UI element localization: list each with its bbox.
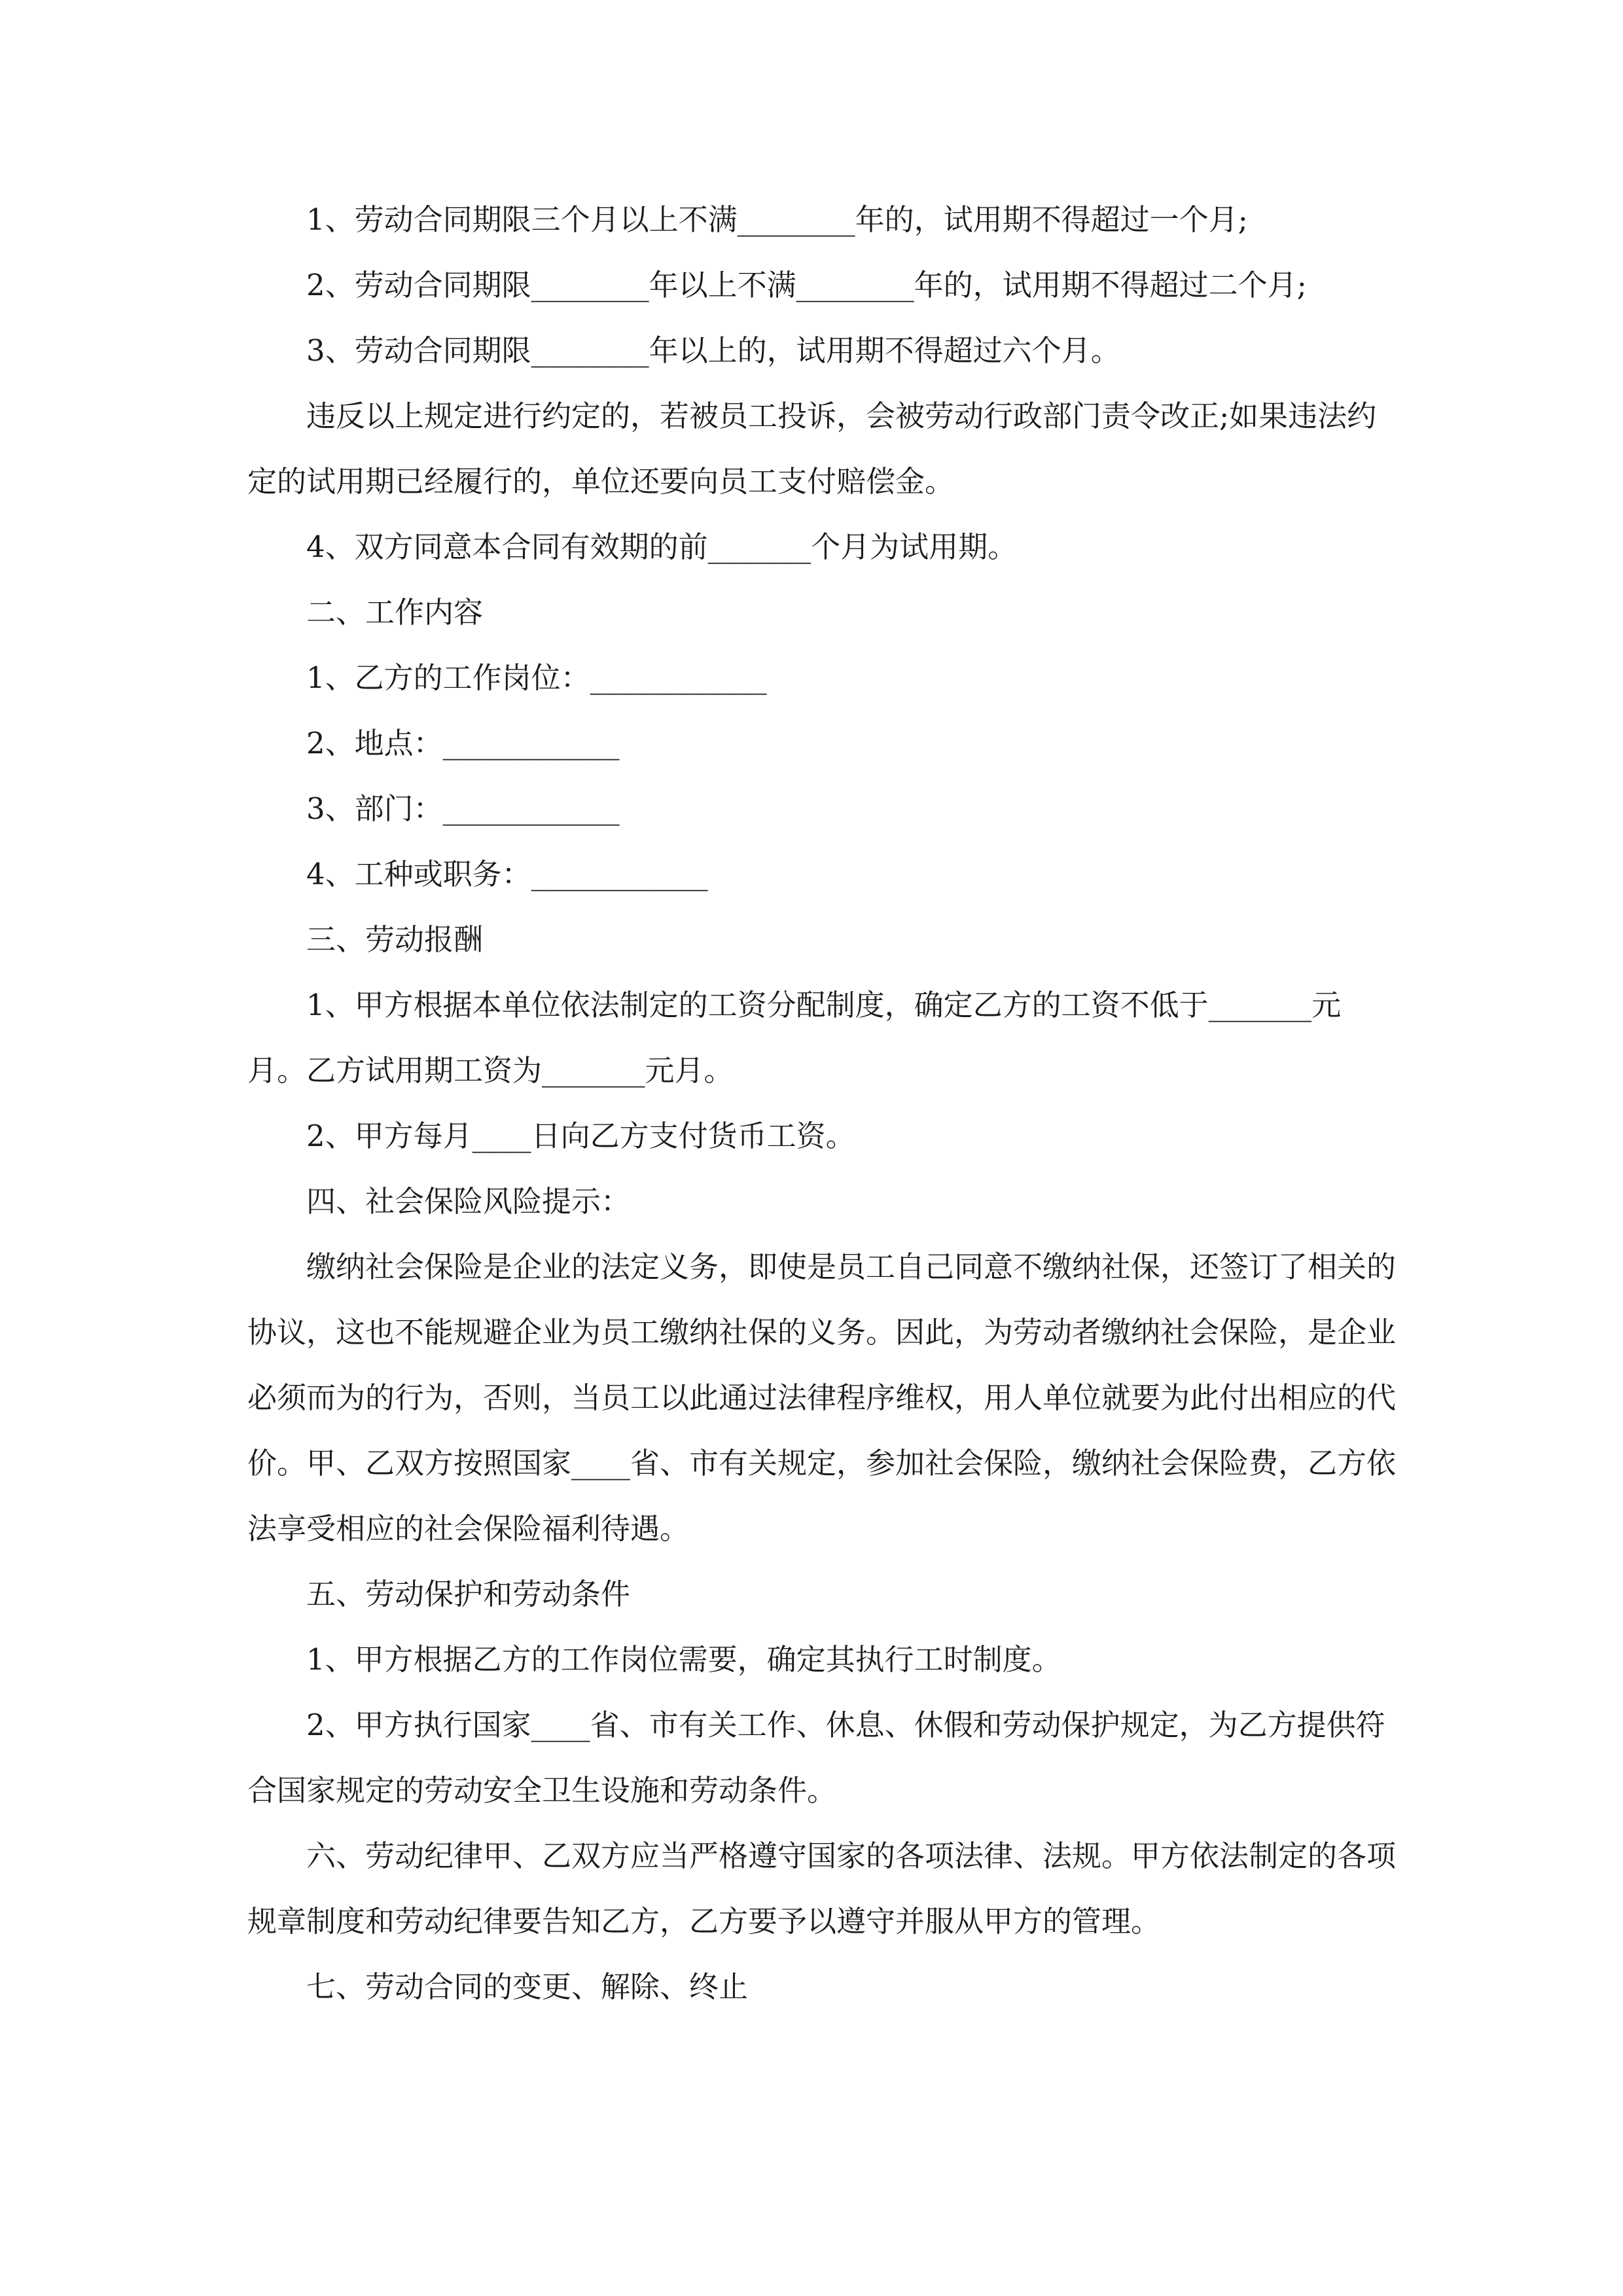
remuneration-clause-1: 1、甲方根据本单位依法制定的工资分配制度，确定乙方的工资不低于_______元月。乙方试用期工资为_______元月。 [247,988,1342,1088]
work-department-line: 3、部门：____________ [306,791,620,826]
probation-violation-note: 违反以上规定进行约定的，若被员工投诉，会被劳动行政部门责令改正;如果违法约定的试用期已经履行的，单位还要向员工支付赔偿金。 [247,399,1377,499]
section-heading-labor-protection: 五、劳动保护和劳动条件 [306,1577,631,1611]
section-heading-remuneration: 三、劳动报酬 [306,922,484,957]
labor-protection-clause-2: 2、甲方执行国家____省、市有关工作、休息、休假和劳动保护规定，为乙方提供符合国家规定的劳动安全卫生设施和劳动条件。 [247,1708,1385,1808]
work-location-line: 2、地点：____________ [306,726,620,761]
document-page [247,187,1399,2020]
work-position-line: 1、乙方的工作岗位：____________ [306,660,767,695]
social-insurance-text: 缴纳社会保险是企业的法定义务，即使是员工自己同意不缴纳社保，还签订了相关的协议，这也不能规避企业为员工缴纳社保的义务。因此，为劳动者缴纳社会保险，是企业必须而为的行为，否则，当员工以此通过法律程序维权，用人单位就要为此付出相应的代价。甲、乙双方按照国家____省、市有关规定，参加社会保险，缴纳社会保险费，乙方依法享受相应的社会保险福利待遇。 [247,1249,1397,1546]
labor-discipline-text: 六、劳动纪律甲、乙双方应当严格遵守国家的各项法律、法规。甲方依法制定的各项规章制度和劳动纪律要告知乙方，乙方要予以遵守并服从甲方的管理。 [247,1839,1397,1939]
section-heading-work-content: 二、工作内容 [306,595,484,630]
remuneration-clause-2: 2、甲方每月____日向乙方支付货币工资。 [306,1119,855,1153]
work-title-line: 4、工种或职务：____________ [306,857,708,891]
section-heading-contract-changes: 七、劳动合同的变更、解除、终止 [306,1969,749,2004]
probation-clause-3: 3、劳动合同期限________年以上的，试用期不得超过六个月。 [306,333,1120,368]
labor-protection-clause-1: 1、甲方根据乙方的工作岗位需要，确定其执行工时制度。 [306,1642,1061,1677]
probation-clause-2: 2、劳动合同期限________年以上不满________年的，试用期不得超过二个月; [306,268,1307,302]
section-heading-social-insurance: 四、社会保险风险提示： [306,1184,631,1219]
probation-clause-4: 4、双方同意本合同有效期的前_______个月为试用期。 [306,529,1018,564]
probation-clause-1: 1、劳动合同期限三个月以上不满________年的，试用期不得超过一个月; [306,202,1248,237]
